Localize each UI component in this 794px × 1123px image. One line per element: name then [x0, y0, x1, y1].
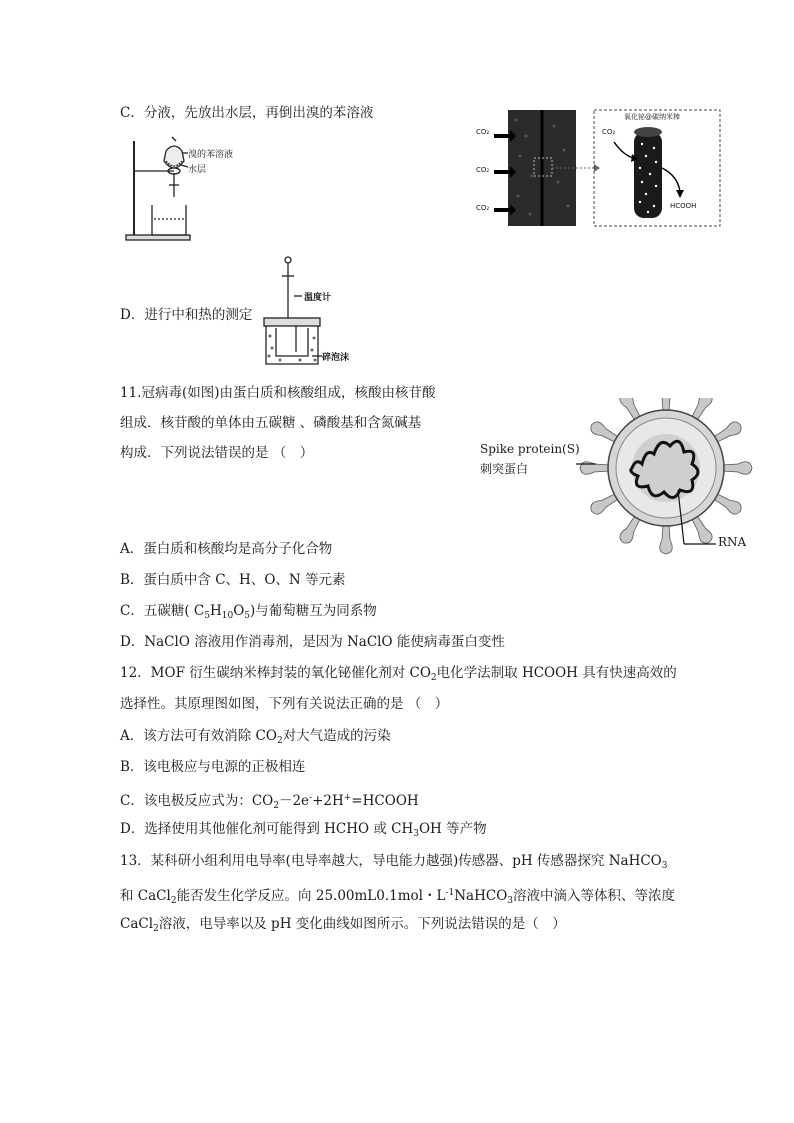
nanorod-electrode-figure [474, 106, 724, 230]
coronavirus-figure [478, 398, 790, 560]
q11-stem-line-3: 构成．下列说法错误的是 （ ） [120, 445, 314, 461]
q11-option-d: D．NaClO 溶液用作消毒剂，是因为 NaClO 能使病毒蛋白变性 [120, 634, 505, 650]
hcooh-label: HCOOH [670, 202, 697, 210]
rna-label: RNA [718, 535, 747, 549]
fig-c-label-bottom: 水层 [188, 165, 207, 175]
q12-option-b: B．该电极应与电源的正极相连 [120, 759, 306, 775]
spike-protein-label: Spike protein(S) [480, 442, 580, 456]
q11-stem-line-1: 11.冠病毒(如图)由蛋白质和核酸组成，核酸由核苷酸 [120, 385, 436, 401]
q12-option-c: C．该电极反应式为：$CO_2-2e^-+2H^+=HCOOH$ [120, 793, 419, 811]
q10-option-d: D．进行中和热的测定 [120, 307, 253, 323]
q12-option-d: D．选择使用其他催化剂可能得到 HCHO 或 $CH_3OH$ 等产物 [120, 821, 487, 839]
q11-option-b: B．蛋白质中含 C、H、O、N 等元素 [120, 572, 346, 588]
co2-label-3: CO₂ [476, 204, 490, 212]
q12-stem-line-1: 12．MOF 衍生碳纳米棒封装的氧化铋催化剂对 $CO_2$电化学法制取 HCOOH 具有快速高效的 [120, 665, 677, 683]
q13-stem-line-3: CaCl$_2$溶液，电导率以及 pH 变化曲线如图所示。下列说法错误的是（ ） [120, 916, 566, 934]
calorimeter-figure [260, 256, 370, 368]
co2-label-2: CO₂ [476, 166, 490, 174]
nanorod-title: 氧化铋@碳纳米棒 [624, 113, 680, 121]
q12-option-a: A．该方法可有效消除 $CO_2$对大气造成的污染 [120, 728, 391, 746]
separatory-funnel-figure [118, 135, 258, 245]
q13-stem-line-2: 和 CaCl$_2$能否发生化学反应。向 25.00mL0.1mol・$L^{-1}NaHCO_3$溶液中滴入等体积、等浓度 [120, 888, 675, 906]
fig-c-label-top: 溴的苯溶液 [188, 150, 234, 160]
q11-option-a: A．蛋白质和核酸均是高分子化合物 [120, 541, 333, 557]
co2-label-rod: CO₂ [602, 128, 616, 136]
spike-protein-cn-label: 刺突蛋白 [480, 462, 529, 476]
q10-option-c: C．分液，先放出水层，再倒出溴的苯溶液 [120, 105, 374, 121]
q11-stem-line-2: 组成．核苷酸的单体由五碳糖 、磷酸基和含氮碱基 [120, 415, 422, 431]
q13-stem-line-1: 13．某科研小组利用电导率(电导率越大，导电能力越强)传感器、pH 传感器探究 NaHCO$_3$ [120, 853, 668, 871]
foam-label: 碎泡沫 [322, 353, 350, 363]
q11-option-c: C．五碳糖( $C_5H_{10}O_5$)与葡萄糖互为同系物 [120, 603, 377, 621]
co2-label-1: CO₂ [476, 128, 490, 136]
thermometer-label: 温度计 [304, 293, 332, 303]
q12-stem-line-2: 选择性。其原理图如图，下列有关说法正确的是 （ ） [120, 696, 449, 712]
